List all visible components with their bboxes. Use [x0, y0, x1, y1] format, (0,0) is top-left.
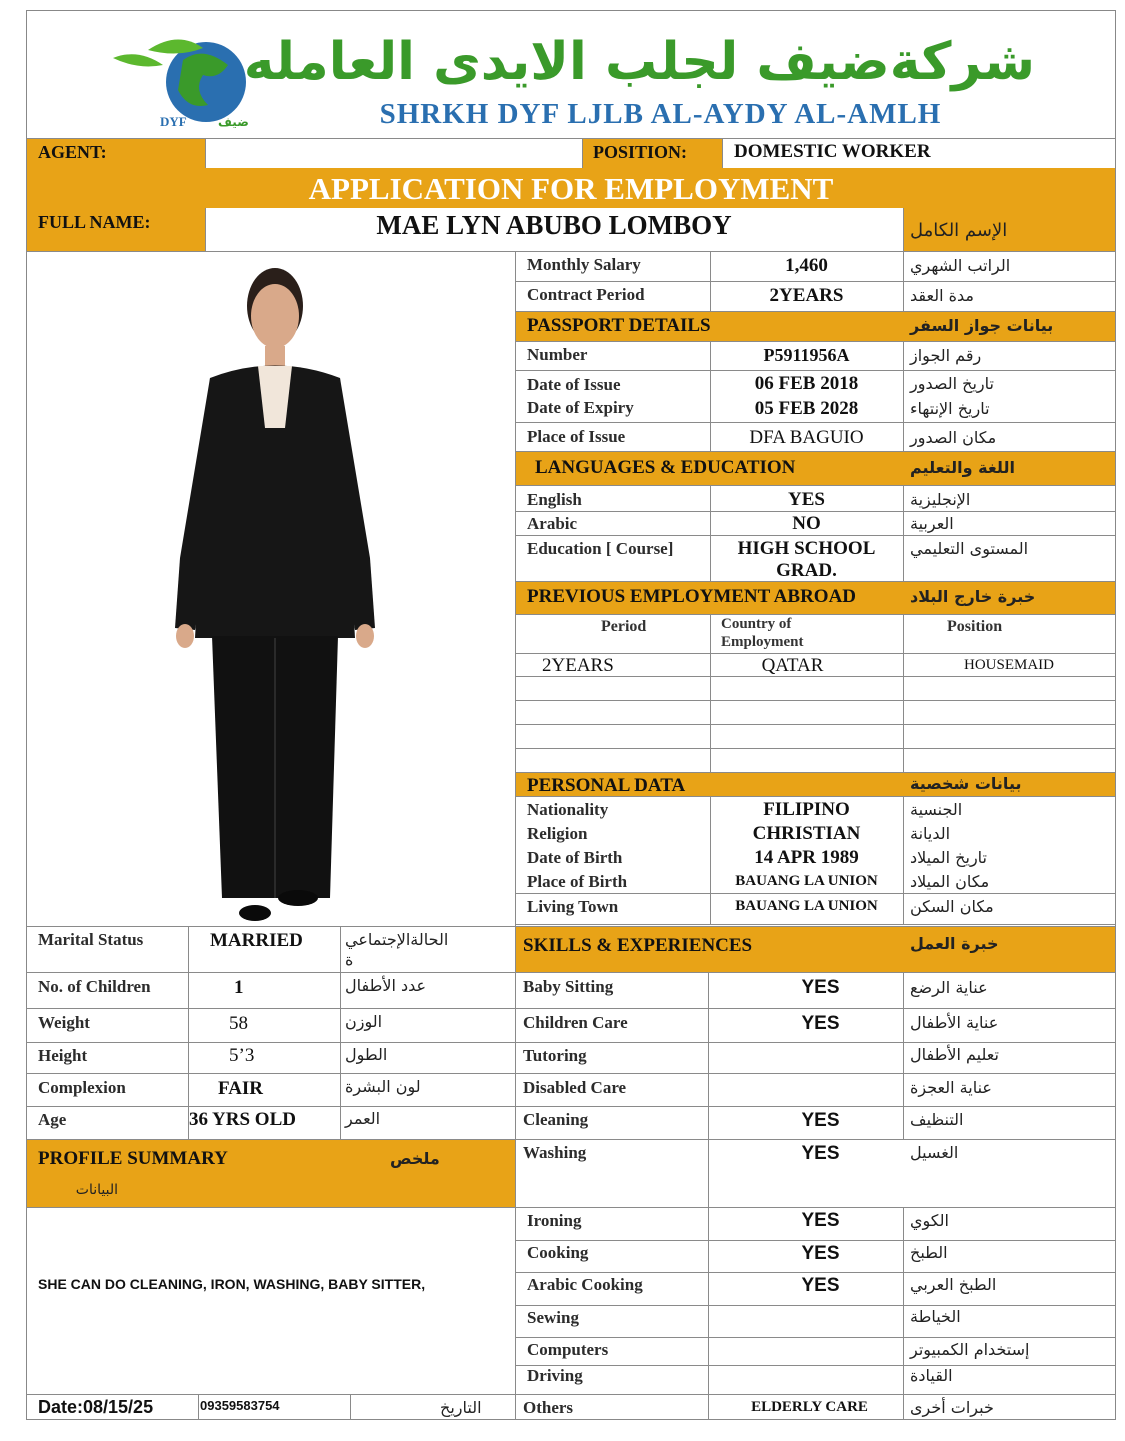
personal-header-ar: بيانات شخصية [910, 774, 1022, 793]
skill-ironing-label: Ironing [527, 1211, 582, 1230]
passport-place-ar: مكان الصدور [910, 428, 997, 447]
passport-number-value: P5911956A [763, 345, 850, 365]
skill-baby-sitting-label: Baby Sitting [523, 977, 614, 996]
weight-value: 58 [229, 1013, 248, 1034]
living-town-ar: مكان السكن [910, 897, 994, 916]
pob-label: Place of Birth [527, 872, 628, 891]
skill-sewing-ar: الخياطة [910, 1307, 961, 1326]
skill-cooking-ar: الطبخ [910, 1243, 948, 1262]
skill-children-care-label: Children Care [523, 1013, 628, 1032]
passport-number-ar: رقم الجواز [910, 346, 982, 365]
skill-computers-ar: إستخدام الكمبيوتر [910, 1340, 1030, 1359]
salary-value: 1,460 [785, 255, 828, 276]
employment-col-period: Period [601, 618, 647, 635]
employment-header-ar: خبرة خارج البلاد [910, 587, 1036, 606]
height-value: 5’3 [229, 1045, 255, 1066]
period-label: Contract Period [527, 285, 645, 304]
skill-cooking-label: Cooking [527, 1243, 589, 1262]
passport-number-label: Number [527, 345, 588, 364]
skill-arabic-cooking-label: Arabic Cooking [527, 1275, 643, 1294]
employment-row-position: HOUSEMAID [964, 657, 1054, 673]
religion-value: CHRISTIAN [752, 823, 861, 844]
skill-children-care-value: YES [801, 1013, 840, 1034]
skill-washing-label: Washing [523, 1143, 587, 1162]
employment-row-country: QATAR [761, 655, 824, 676]
arabic-value: NO [792, 513, 821, 534]
skills-header-ar: خبرة العمل [910, 934, 999, 953]
skill-cleaning-label: Cleaning [523, 1110, 589, 1129]
passport-header-ar: بيانات جواز السفر [910, 316, 1054, 335]
skill-disabled-care-label: Disabled Care [523, 1078, 627, 1097]
languages-header-ar: اللغة والتعليم [910, 458, 1015, 477]
position-label: POSITION: [593, 142, 688, 162]
pob-ar: مكان الميلاد [910, 872, 990, 891]
skill-children-care-ar: عناية الأطفال [910, 1013, 999, 1032]
company-name-ar: شركةضيف لجلب الايدى العامله [243, 32, 1035, 92]
nationality-value: FILIPINO [763, 799, 850, 820]
period-ar: مدة العقد [910, 286, 974, 305]
skill-baby-sitting-ar: عناية الرضع [910, 978, 988, 997]
dob-label: Date of Birth [527, 848, 623, 867]
date-ar: التاريخ [440, 1398, 482, 1417]
passport-place-label: Place of Issue [527, 427, 626, 446]
skill-washing-value: YES [801, 1143, 840, 1164]
skill-ironing-value: YES [801, 1210, 840, 1231]
passport-header: PASSPORT DETAILS [527, 315, 711, 336]
languages-header: LANGUAGES & EDUCATION [535, 457, 796, 478]
position-value: DOMESTIC WORKER [734, 141, 931, 162]
education-value: HIGH SCHOOL [737, 538, 876, 559]
skill-cleaning-value: YES [801, 1110, 840, 1131]
skill-driving-label: Driving [527, 1366, 583, 1385]
form-title: APPLICATION FOR EMPLOYMENT [308, 171, 834, 206]
skill-baby-sitting-value: YES [801, 977, 840, 998]
marital-ar: الحالةالإجتماعي [345, 930, 449, 949]
dob-ar: تاريخ الميلاد [910, 848, 987, 867]
marital-label: Marital Status [38, 930, 144, 949]
period-value: 2YEARS [769, 285, 844, 306]
complexion-label: Complexion [38, 1078, 126, 1097]
living-town-value: BAUANG LA UNION [735, 898, 878, 914]
skill-sewing-label: Sewing [527, 1308, 579, 1327]
skill-driving-ar: القيادة [910, 1366, 953, 1385]
salary-label: Monthly Salary [527, 255, 641, 274]
employment-col-position: Position [947, 618, 1003, 635]
english-value: YES [788, 489, 825, 510]
passport-expiry-value: 05 FEB 2028 [754, 398, 859, 419]
skill-disabled-care-ar: عناية العجزة [910, 1078, 992, 1097]
skill-tutoring-label: Tutoring [523, 1046, 587, 1065]
skill-others-value: ELDERLY CARE [751, 1399, 868, 1415]
fullname-ar: الإسم الكامل [910, 220, 1008, 241]
height-ar: الطول [345, 1045, 388, 1064]
passport-issue-value: 06 FEB 2018 [754, 373, 859, 394]
logo-text-ar: ضيف [218, 115, 249, 129]
skill-others-ar: خبرات أخرى [910, 1398, 994, 1417]
children-value: 1 [234, 977, 244, 998]
passport-expiry-label: Date of Expiry [527, 398, 634, 417]
employment-col-country-line2: Employment [721, 634, 804, 650]
passport-expiry-ar: تاريخ الإنتهاء [910, 399, 990, 418]
personal-header: PERSONAL DATA [527, 775, 686, 796]
profile-summary-ar-line2: البيانات [75, 1182, 118, 1198]
fullname-value: MAE LYN ABUBO LOMBOY [376, 210, 732, 240]
skill-cleaning-ar: التنظيف [910, 1110, 964, 1129]
age-label: Age [38, 1110, 67, 1129]
pob-value: BAUANG LA UNION [735, 873, 878, 889]
skill-arabic-cooking-ar: الطبخ العربي [910, 1275, 997, 1294]
passport-issue-label: Date of Issue [527, 375, 621, 394]
agent-label: AGENT: [38, 142, 107, 162]
complexion-ar: لون البشرة [345, 1077, 421, 1096]
passport-issue-ar: تاريخ الصدور [910, 374, 994, 393]
skill-cooking-value: YES [801, 1243, 840, 1264]
logo-text-en: DYF [160, 114, 187, 129]
phone-number: 09359583754 [200, 1398, 280, 1413]
employment-row-period: 2YEARS [542, 655, 614, 676]
skill-ironing-ar: الكوي [910, 1211, 949, 1230]
employment-header: PREVIOUS EMPLOYMENT ABROAD [527, 586, 857, 607]
english-label: English [527, 490, 582, 509]
education-label: Education [ Course] [527, 539, 674, 558]
dob-value: 14 APR 1989 [754, 847, 859, 868]
skills-header: SKILLS & EXPERIENCES [523, 935, 753, 956]
passport-place-value: DFA BAGUIO [749, 427, 864, 448]
candidate-photo [150, 258, 400, 926]
weight-label: Weight [38, 1013, 90, 1032]
company-name-en: SHRKH DYF LJLB AL-AYDY AL-AMLH [379, 98, 942, 130]
fullname-label: FULL NAME: [38, 212, 151, 232]
education-value-line2: GRAD. [776, 560, 837, 581]
complexion-value: FAIR [218, 1078, 264, 1099]
children-label: No. of Children [38, 977, 151, 996]
profile-summary-header: PROFILE SUMMARY [38, 1148, 228, 1169]
skill-tutoring-ar: تعليم الأطفال [910, 1045, 999, 1064]
profile-summary-text: SHE CAN DO CLEANING, IRON, WASHING, BABY SITTER, [38, 1276, 426, 1292]
children-ar: عدد الأطفال [345, 976, 427, 995]
skill-washing-ar: الغسيل [910, 1143, 959, 1162]
skill-arabic-cooking-value: YES [801, 1275, 840, 1296]
weight-ar: الوزن [345, 1012, 383, 1031]
salary-ar: الراتب الشهري [910, 256, 1011, 275]
nationality-label: Nationality [527, 800, 609, 819]
age-ar: العمر [345, 1109, 381, 1128]
profile-summary-ar: ملخص [390, 1149, 440, 1168]
marital-ar-line2: ة [345, 950, 354, 969]
skill-computers-label: Computers [527, 1340, 609, 1359]
date-label: Date:08/15/25 [38, 1397, 154, 1417]
religion-ar: الديانة [910, 824, 951, 843]
age-value: 36 YRS OLD [189, 1109, 296, 1130]
living-town-label: Living Town [527, 897, 619, 916]
arabic-ar: العربية [910, 514, 954, 533]
height-label: Height [38, 1046, 88, 1065]
english-ar: الإنجليزية [910, 490, 971, 509]
nationality-ar: الجنسية [910, 800, 963, 819]
education-ar: المستوى التعليمي [910, 539, 1029, 558]
religion-label: Religion [527, 824, 588, 843]
arabic-label: Arabic [527, 514, 578, 533]
employment-col-country: Country of [721, 616, 792, 632]
skill-others-label: Others [523, 1398, 574, 1417]
marital-value: MARRIED [210, 930, 303, 951]
